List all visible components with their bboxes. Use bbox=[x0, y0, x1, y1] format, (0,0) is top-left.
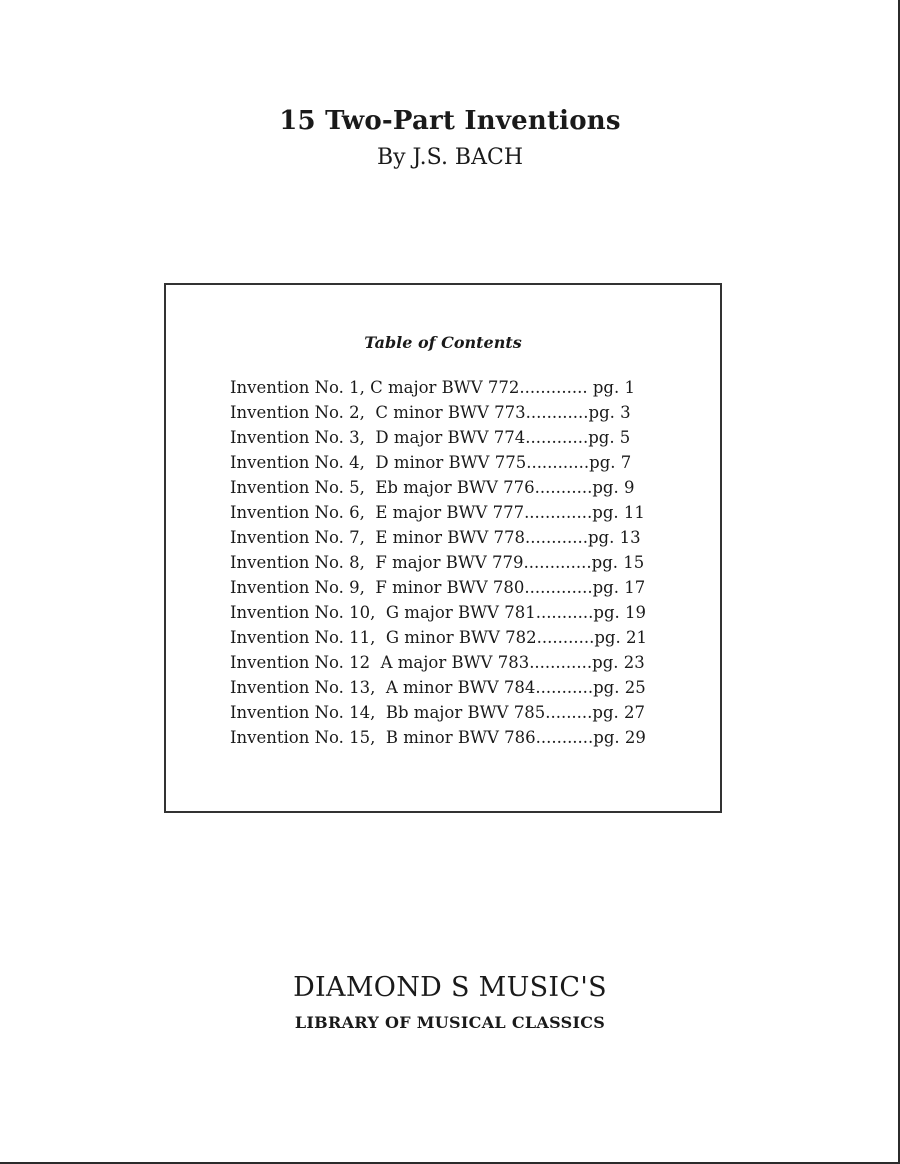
toc-item: Invention No. 11, G minor BWV 782...........pg. 21 bbox=[230, 628, 647, 647]
toc-item: Invention No. 6, E major BWV 777.............pg. 11 bbox=[230, 503, 645, 522]
author-line: By J.S. BACH bbox=[376, 145, 524, 170]
toc-item: Invention No. 3, D major BWV 774............pg. 5 bbox=[230, 428, 631, 447]
toc-item: Invention No. 8, F major BWV 779.............pg. 15 bbox=[230, 553, 645, 572]
page-title: 15 Two-Part Inventions bbox=[279, 106, 621, 136]
toc-item: Invention No. 9, F minor BWV 780.............pg. 17 bbox=[230, 578, 646, 597]
toc-item: Invention No. 13, A minor BWV 784...........pg. 25 bbox=[230, 678, 646, 697]
toc-item: Invention No. 1, C major BWV 772............. pg. 1 bbox=[230, 378, 635, 397]
toc-item: Invention No. 15, B minor BWV 786...........pg. 29 bbox=[230, 728, 646, 747]
toc-item: Invention No. 5, Eb major BWV 776...........pg. 9 bbox=[230, 478, 635, 497]
toc-item: Invention No. 7, E minor BWV 778............pg. 13 bbox=[230, 528, 641, 547]
toc-list bbox=[230, 375, 647, 750]
toc-heading: Table of Contents bbox=[364, 333, 522, 352]
toc-item: Invention No. 14, Bb major BWV 785.........pg. 27 bbox=[230, 703, 646, 722]
publisher-name: DIAMOND S MUSIC'S bbox=[293, 972, 607, 1003]
toc-item: Invention No. 2, C minor BWV 773............pg. 3 bbox=[230, 403, 631, 422]
toc-item: Invention No. 10, G major BWV 781...........pg. 19 bbox=[230, 603, 647, 622]
toc-item: Invention No. 4, D minor BWV 775............pg. 7 bbox=[230, 453, 632, 472]
library-name: LIBRARY OF MUSICAL CLASSICS bbox=[294, 1013, 606, 1032]
toc-item: Invention No. 12 A major BWV 783............pg. 23 bbox=[230, 653, 645, 672]
table-of-contents-box bbox=[164, 283, 722, 813]
